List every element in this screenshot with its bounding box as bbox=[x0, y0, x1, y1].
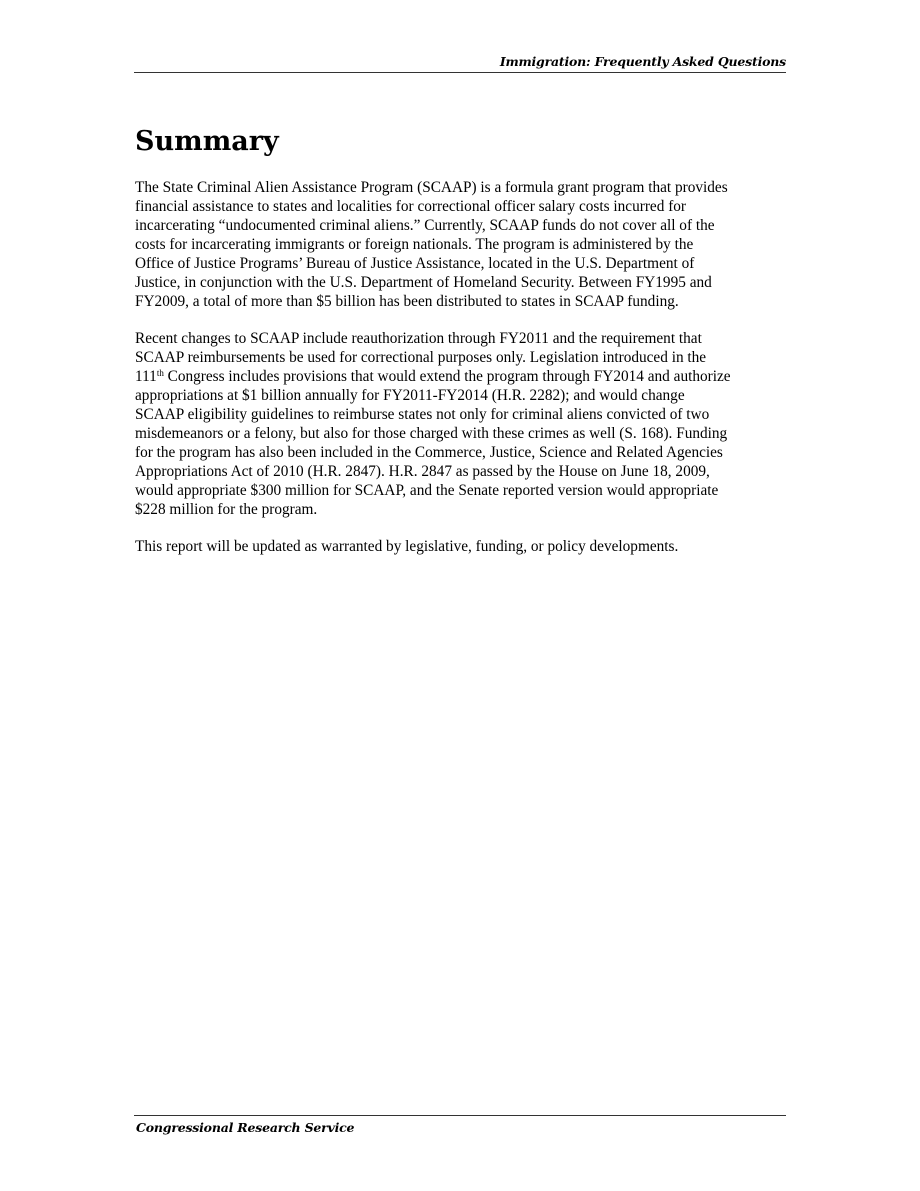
summary-paragraph-legislation bbox=[135, 329, 787, 519]
summary-paragraph-3-line-1: This report will be updated as warranted by legislative, funding, or policy developments. bbox=[135, 538, 679, 555]
summary-paragraph-2-line-3 bbox=[135, 367, 787, 386]
summary-paragraph-update-note bbox=[135, 537, 787, 556]
summary-paragraph-2-line-7: for the program has also been included in the Commerce, Justice, Science and Related Agencies bbox=[135, 444, 723, 462]
summary-paragraph-1-line-3: incarcerating “undocumented criminal aliens.” Currently, SCAAP funds do not cover all of the bbox=[135, 217, 715, 235]
summary-paragraph-program-overview bbox=[135, 178, 787, 311]
summary-paragraph-2-line-9: would appropriate $300 million for SCAAP, and the Senate reported version would appropriate bbox=[135, 482, 719, 500]
running-header bbox=[134, 54, 786, 73]
summary-paragraph-2-line-1: Recent changes to SCAAP include reauthorization through FY2011 and the requirement that bbox=[135, 330, 702, 347]
summary-paragraph-1-line-5: Office of Justice Programs’ Bureau of Justice Assistance, located in the U.S. Department of bbox=[135, 255, 695, 273]
summary-paragraph-1-line-6: Justice, in conjunction with the U.S. Department of Homeland Security. Between FY1995 and bbox=[135, 274, 712, 292]
summary-paragraph-2-line-5: SCAAP eligibility guidelines to reimburse states not only for criminal aliens convicted of two bbox=[135, 406, 710, 424]
summary-paragraph-1-line-4: costs for incarcerating immigrants or foreign nationals. The program is administered by the bbox=[135, 236, 694, 254]
summary-heading: Summary bbox=[135, 126, 279, 157]
summary-paragraph-2-line-8: Appropriations Act of 2010 (H.R. 2847). H.R. 2847 as passed by the House on June 18, 2009, bbox=[135, 463, 710, 481]
running-footer-organization: Congressional Research Service bbox=[136, 1120, 355, 1135]
summary-paragraph-2-line-6: misdemeanors or a felony, but also for those charged with these crimes as well (S. 168). Funding bbox=[135, 425, 728, 443]
summary-paragraph-2-line-4: appropriations at $1 billion annually for FY2011-FY2014 (H.R. 2282); and would change bbox=[135, 387, 685, 405]
summary-paragraph-1-line-1: The State Criminal Alien Assistance Program (SCAAP) is a formula grant program that provides bbox=[135, 179, 728, 196]
congress-number: 111 bbox=[135, 368, 157, 386]
summary-paragraph-1-line-7: FY2009, a total of more than $5 billion has been distributed to states in SCAAP funding. bbox=[135, 293, 679, 311]
summary-paragraph-2-line-2: SCAAP reimbursements be used for correctional purposes only. Legislation introduced in the bbox=[135, 349, 707, 367]
summary-paragraph-2-line-10: $228 million for the program. bbox=[135, 501, 318, 519]
congress-provisions-text: Congress includes provisions that would extend the program through FY2014 and authorize bbox=[163, 368, 731, 386]
summary-paragraph-1-line-2: financial assistance to states and localities for correctional officer salary costs incurred for bbox=[135, 198, 687, 216]
ordinal-superscript: th bbox=[156, 368, 164, 379]
running-header-title: Immigration: Frequently Asked Questions bbox=[499, 54, 786, 69]
running-footer bbox=[134, 1115, 786, 1135]
